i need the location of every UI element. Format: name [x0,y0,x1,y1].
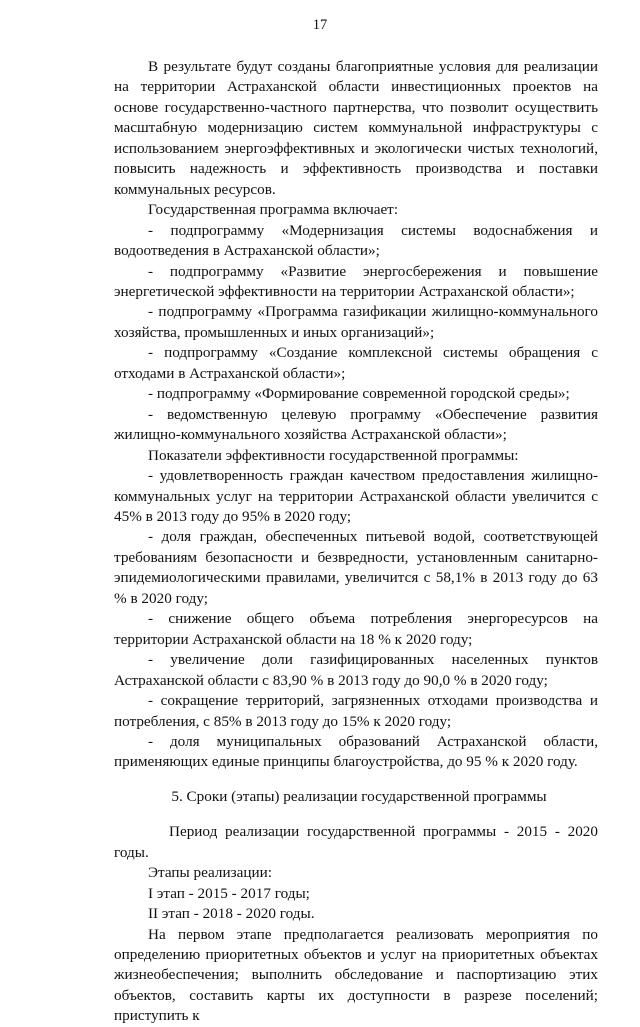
page-number: 17 [312,17,328,33]
stage-1: I этап - 2015 - 2017 годы; [148,884,310,902]
list-item-indicator: - доля граждан, обеспеченных питьевой водой, соответствующей требованиям безопасности и безвредности, установленным санитарно-эпидемиологическими правилами, увеличится с 58,1% в 2013 году до 63 % в 2020 году; [114,528,598,607]
list-item-indicator: - сокращение территорий, загрязненных отходами производства и потребления, с 85% в 2013 году до 15% к 2020 году; [114,692,598,730]
list-item-indicator: - доля муниципальных образований Астраханской области, применяющих единые принципы благоустройства, до 95 % к 2020 году. [114,732,598,771]
list-item-subprogram: - подпрограмму «Программа газификации жилищно-коммунального хозяйства, промышленных и иных организаций»; [114,303,598,341]
stages-label: Этапы реализации: [148,864,272,882]
stage-2: II этап - 2018 - 2020 годы. [148,905,315,923]
list-item-indicator: - снижение общего объема потребления энергоресурсов на территории Астраханской области на 18 % к 2020 году; [114,610,598,648]
paragraph-first-stage: На первом этапе предполагается реализовать мероприятия по определению приоритетных объектов и услуг на приоритетных объектах жизнеобеспечения; выполнить обследование и паспортизацию этих объектов, составить карты их доступности в разрезе поселений; приступить к [114,925,598,1025]
list-item-subprogram: - подпрограмму «Модернизация системы водоснабжения и водоотведения в Астраханской области»; [114,221,598,260]
paragraph-intro: В результате будут созданы благоприятные условия для реализации на территории Астраханской области инвестиционных проектов на основе государственно-частного партнерства, что позволит осуществить масштабную модернизацию систем коммунальной инфраструктуры с использованием энергоэффективных и экологически чистых технологий, повысить надежность и эффективность производства и поставки коммунальных ресурсов. [114,58,598,198]
document-body [114,57,598,1027]
list-item-subprogram: - подпрограмму «Формирование современной городской среды»; [148,385,570,403]
section-heading: 5. Сроки (этапы) реализации государственной программы [171,787,547,805]
list-item-departmental-program: - ведомственную целевую программу «Обеспечение развития жилищно-коммунального хозяйства Астраханской области»; [114,405,598,444]
list-item-indicator: - увеличение доли газифицированных населенных пунктов Астраханской области с 83,90 % в 2013 году до 90,0 % в 2020 году; [114,651,598,689]
list-item-subprogram: - подпрограмму «Развитие энергосбережения и повышение энергетической эффективности на территории Астраханской области»; [114,262,598,300]
list-item-indicator: - удовлетворенность граждан качеством предоставления жилищно-коммунальных услуг на территории Астраханской области увеличится с 45% в 2013 году до 95% в 2020 году; [114,467,598,525]
period-line: Период реализации государственной программы - 2015 - 2020 годы. [114,823,598,861]
paragraph-program-includes: Государственная программа включает: [148,201,399,219]
paragraph-indicators: Показатели эффективности государственной программы: [148,446,519,464]
list-item-subprogram: - подпрограмму «Создание комплексной системы обращения с отходами в Астраханской области»; [114,344,598,382]
